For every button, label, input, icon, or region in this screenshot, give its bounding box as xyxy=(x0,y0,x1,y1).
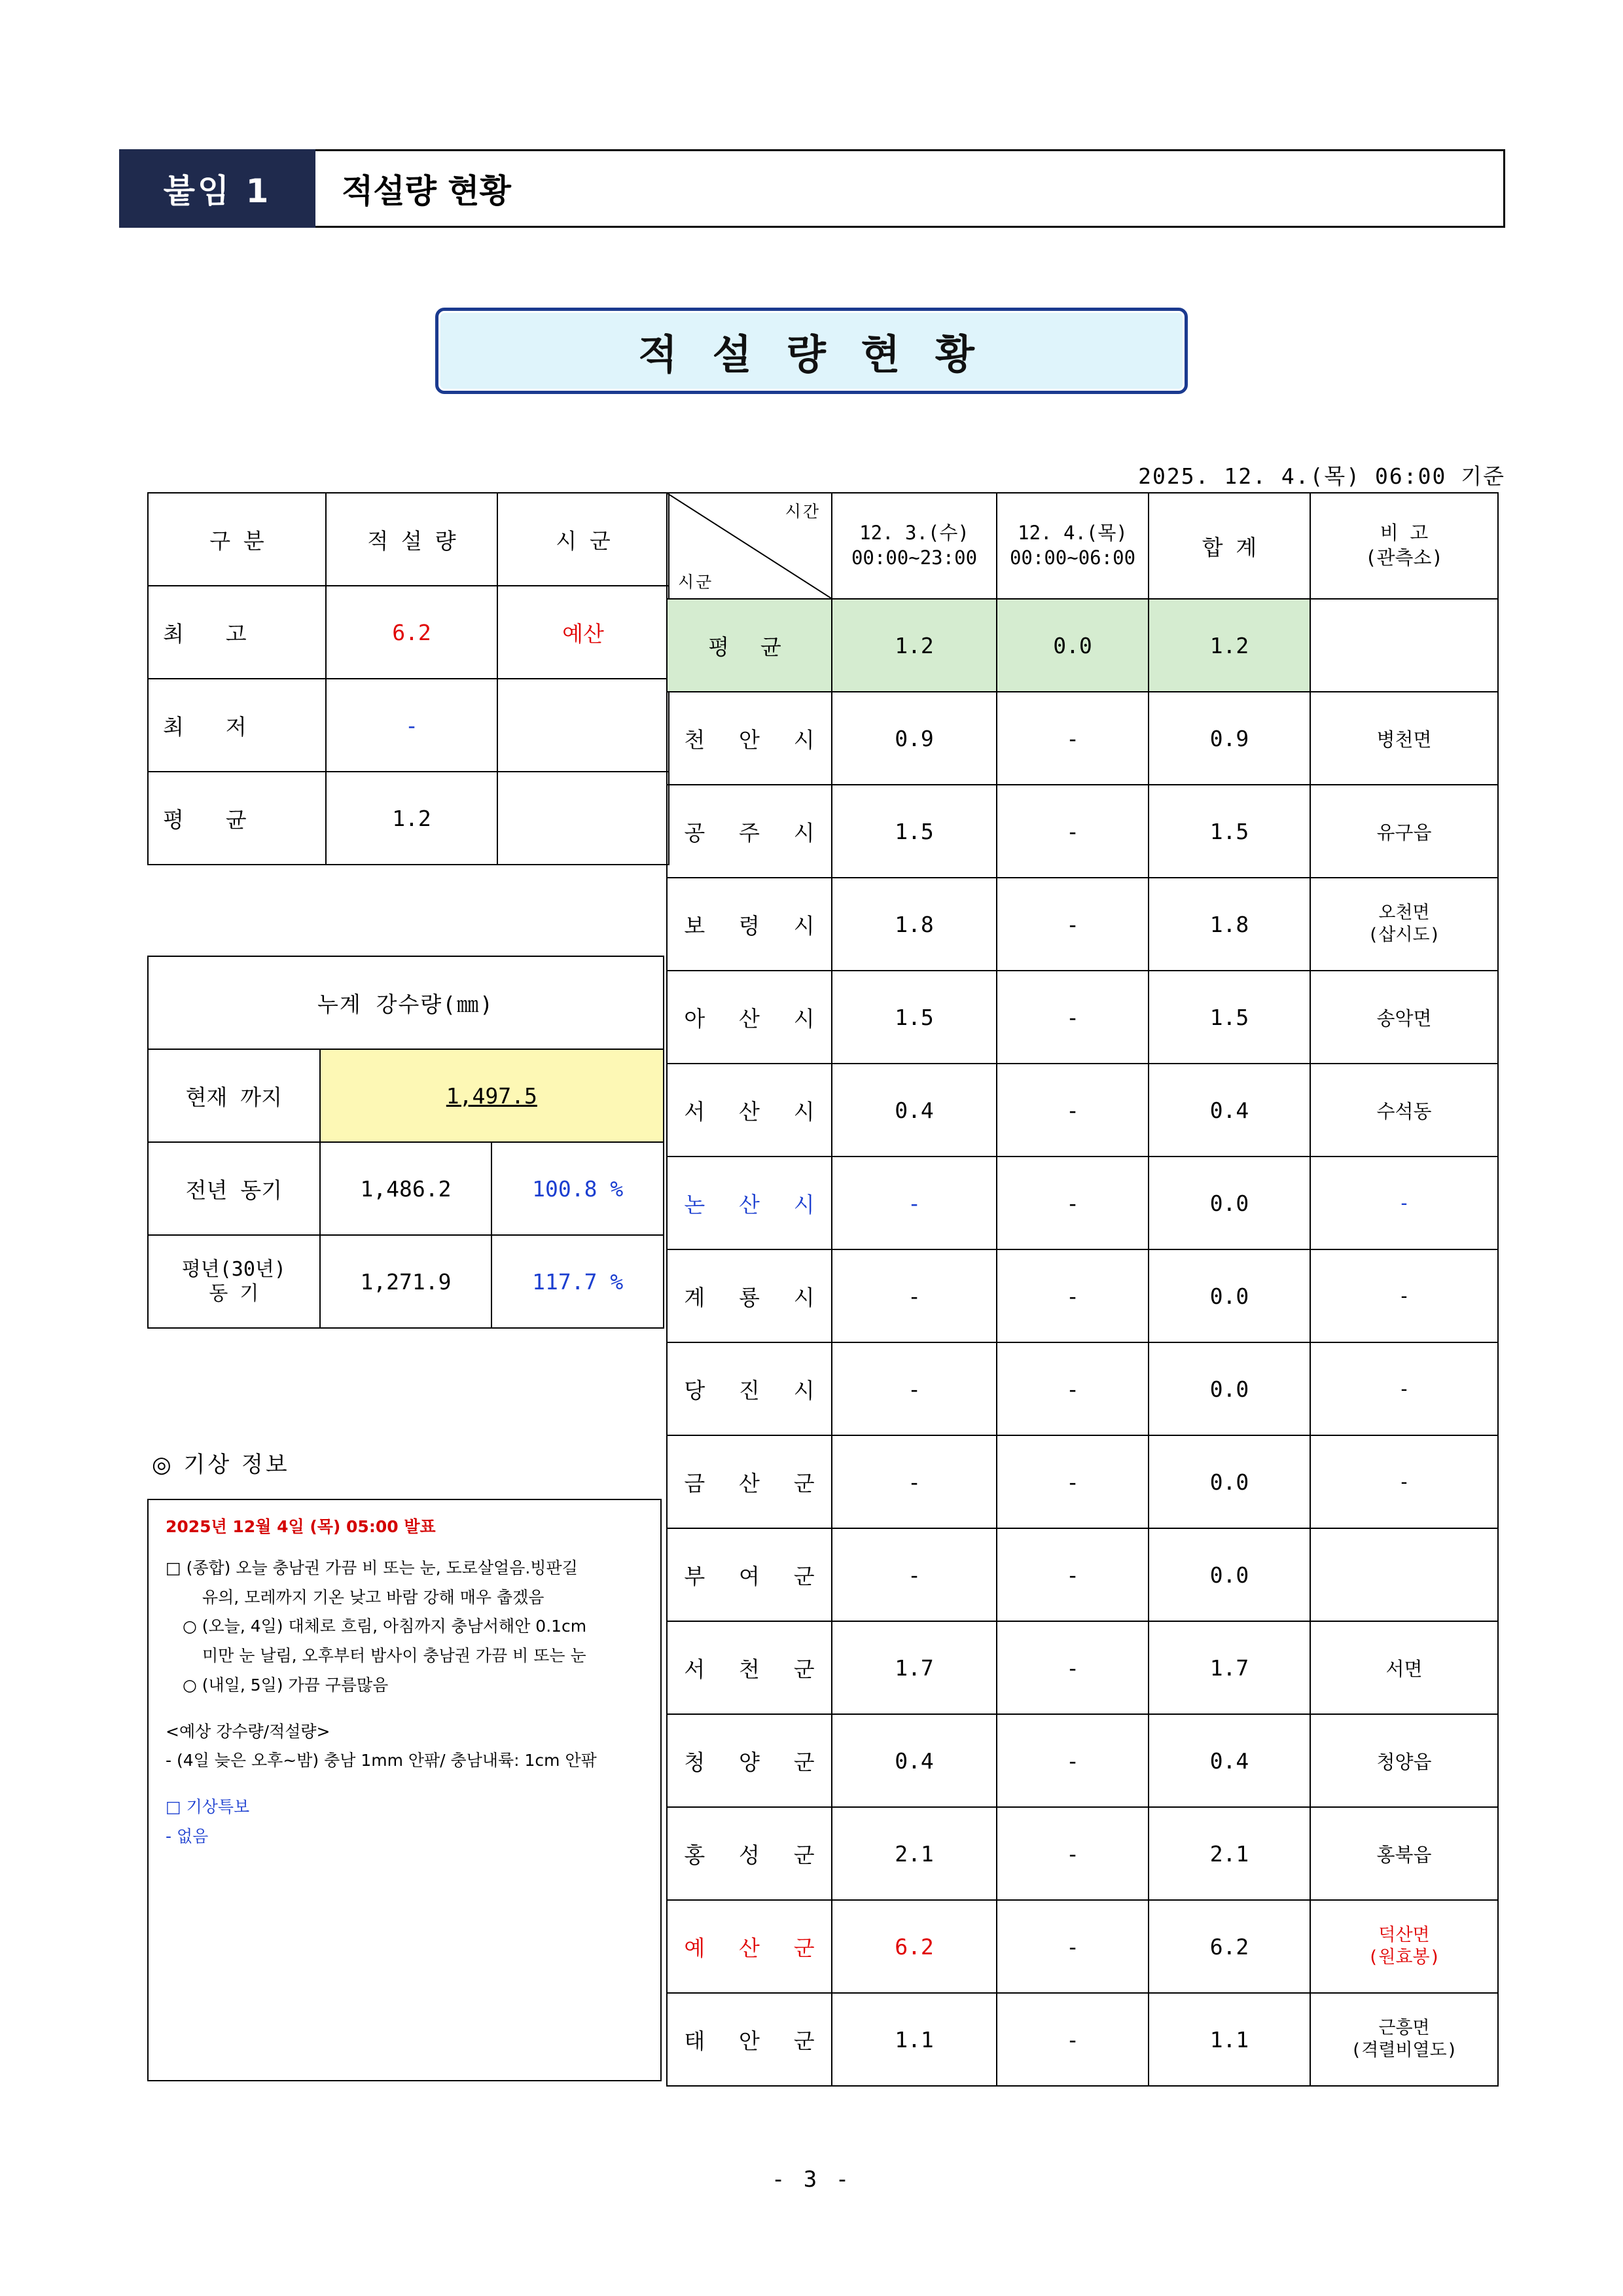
row-name-geumsan: 금 산 군 xyxy=(667,1435,832,1528)
summary-header-division: 구 분 xyxy=(148,493,326,586)
page-number: - 3 - xyxy=(771,2166,852,2193)
summary-label-avg: 평 균 xyxy=(148,772,326,865)
row-dec3-asan: 1.5 xyxy=(832,971,997,1064)
main-title-text: 적 설 량 현 황 xyxy=(638,330,985,378)
table-row xyxy=(667,692,1498,785)
table-row-average xyxy=(667,599,1498,692)
row-dec4-geumsan: - xyxy=(997,1435,1149,1528)
row-total-gyeryong: 0.0 xyxy=(1149,1249,1310,1342)
row-total-yesan: 6.2 xyxy=(1149,1900,1310,1993)
rainfall-value-current: 1,497.5 xyxy=(320,1049,664,1142)
table-row xyxy=(667,1157,1498,1249)
rainfall-label-normal xyxy=(148,1235,320,1328)
summary-label-max: 최 고 xyxy=(148,586,326,679)
row-dec4-boryeong: - xyxy=(997,878,1149,971)
row-note-nonsan: - xyxy=(1310,1157,1498,1249)
corner-header-cell xyxy=(667,493,832,599)
row-total-taean: 1.1 xyxy=(1149,1993,1310,2086)
table-row xyxy=(667,878,1498,971)
row-note-cheonan: 병천면 xyxy=(1310,692,1498,785)
row-name-hongseong: 홍 성 군 xyxy=(667,1807,832,1900)
corner-header-time: 시간 xyxy=(785,502,821,521)
row-dec4-yesan: - xyxy=(997,1900,1149,1993)
row-name-taean: 태 안 군 xyxy=(667,1993,832,2086)
summary-table xyxy=(147,492,669,865)
table-row xyxy=(148,1049,664,1142)
row-dec3-dangjin: - xyxy=(832,1342,997,1435)
row-dec3-seocheon: 1.7 xyxy=(832,1621,997,1714)
row-note-yesan xyxy=(1310,1900,1498,1993)
row-dec3-buyeo: - xyxy=(832,1528,997,1621)
row-note-yesan-line2: (원효봉) xyxy=(1368,1947,1440,1967)
main-title-box xyxy=(435,308,1188,394)
row-total-cheonan: 0.9 xyxy=(1149,692,1310,785)
row-dec3-geumsan: - xyxy=(832,1435,997,1528)
row-dec3-gyeryong: - xyxy=(832,1249,997,1342)
row-total-average: 1.2 xyxy=(1149,599,1310,692)
spacer xyxy=(166,1778,643,1795)
table-row xyxy=(148,679,669,772)
row-dec4-asan: - xyxy=(997,971,1149,1064)
summary-region-max: 예산 xyxy=(497,586,669,679)
summary-value-min: - xyxy=(326,679,497,772)
table-row xyxy=(667,1621,1498,1714)
row-note-cheongyang: 청양읍 xyxy=(1310,1714,1498,1807)
table-row xyxy=(667,1064,1498,1157)
weather-line-4: 미만 눈 날림, 오후부터 밤사이 충남권 가끔 비 또는 눈 xyxy=(202,1646,586,1665)
table-row xyxy=(667,1807,1498,1900)
table-row xyxy=(148,1142,664,1235)
row-dec3-gongju: 1.5 xyxy=(832,785,997,878)
header-note-line2: (관측소) xyxy=(1365,547,1443,569)
rainfall-ratio-normal: 117.7 % xyxy=(491,1235,664,1328)
row-total-seosan: 0.4 xyxy=(1149,1064,1310,1157)
row-name-boryeong: 보 령 시 xyxy=(667,878,832,971)
row-name-dangjin: 당 진 시 xyxy=(667,1342,832,1435)
row-note-seocheon: 서면 xyxy=(1310,1621,1498,1714)
row-dec3-cheongyang: 0.4 xyxy=(832,1714,997,1807)
row-total-geumsan: 0.0 xyxy=(1149,1435,1310,1528)
row-total-hongseong: 2.1 xyxy=(1149,1807,1310,1900)
rainfall-value-lastyear: 1,486.2 xyxy=(320,1142,492,1235)
corner-header-sigun: 시군 xyxy=(678,573,714,592)
row-total-boryeong: 1.8 xyxy=(1149,878,1310,971)
row-note-yesan-line1: 덕산면 xyxy=(1378,1925,1430,1946)
special-report-title: □ 기상특보 xyxy=(166,1797,250,1816)
row-dec3-boryeong: 1.8 xyxy=(832,878,997,971)
row-dec4-gongju: - xyxy=(997,785,1149,878)
attachment-tag: 붙임 1 xyxy=(119,149,315,228)
weather-line-2: 유의, 모레까지 기온 낮고 바람 강해 매우 춥겠음 xyxy=(202,1587,544,1607)
rainfall-label-normal-line1: 평년(30년) xyxy=(181,1257,286,1281)
row-note-taean xyxy=(1310,1993,1498,2086)
header-date-dec3-line2: 00:00~23:00 xyxy=(851,547,978,569)
row-note-taean-line1: 근흥면 xyxy=(1378,2018,1430,2039)
row-total-seocheon: 1.7 xyxy=(1149,1621,1310,1714)
rainfall-value-normal: 1,271.9 xyxy=(320,1235,492,1328)
header-date-dec3-line1: 12. 3.(수) xyxy=(859,522,969,545)
summary-value-avg: 1.2 xyxy=(326,772,497,865)
row-note-boryeong-line2: (삽시도) xyxy=(1368,925,1440,945)
weather-info-title: ◎ 기상 정보 xyxy=(152,1452,290,1478)
weather-issued-time: 2025년 12월 4일 (목) 05:00 발표 xyxy=(166,1517,436,1536)
special-report-value: - 없음 xyxy=(166,1826,209,1846)
row-name-gongju: 공 주 시 xyxy=(667,785,832,878)
header-note xyxy=(1310,493,1498,599)
row-note-hongseong: 홍북읍 xyxy=(1310,1807,1498,1900)
forecast-line: - (4일 늦은 오후~밤) 충남 1mm 안팎/ 충남내륙: 1cm 안팎 xyxy=(166,1751,597,1770)
row-total-dangjin: 0.0 xyxy=(1149,1342,1310,1435)
rainfall-title: 누계 강수량(㎜) xyxy=(148,956,664,1049)
row-dec3-taean: 1.1 xyxy=(832,1993,997,2086)
row-dec4-seosan: - xyxy=(997,1064,1149,1157)
header-date-dec4-line2: 00:00~06:00 xyxy=(1009,547,1136,569)
row-note-asan: 송악면 xyxy=(1310,971,1498,1064)
row-note-geumsan: - xyxy=(1310,1435,1498,1528)
row-note-taean-line2: (격렬비열도) xyxy=(1351,2040,1457,2060)
table-row xyxy=(667,1342,1498,1435)
row-note-seosan: 수석동 xyxy=(1310,1064,1498,1157)
table-row xyxy=(667,971,1498,1064)
row-dec3-cheonan: 0.9 xyxy=(832,692,997,785)
snowfall-table xyxy=(666,492,1499,2087)
rainfall-ratio-lastyear: 100.8 % xyxy=(491,1142,664,1235)
row-note-boryeong xyxy=(1310,878,1498,971)
attachment-header xyxy=(119,149,1505,228)
table-row xyxy=(667,1900,1498,1993)
row-dec4-buyeo: - xyxy=(997,1528,1149,1621)
table-row xyxy=(148,1235,664,1328)
table-row xyxy=(667,785,1498,878)
row-dec4-hongseong: - xyxy=(997,1807,1149,1900)
row-note-average xyxy=(1310,599,1498,692)
spacer xyxy=(166,1702,643,1719)
row-name-asan: 아 산 시 xyxy=(667,971,832,1064)
table-row xyxy=(667,1249,1498,1342)
rainfall-label-lastyear: 전년 동기 xyxy=(148,1142,320,1235)
table-row xyxy=(667,1714,1498,1807)
summary-header-snowfall: 적 설 량 xyxy=(326,493,497,586)
table-header-row xyxy=(667,493,1498,599)
table-row xyxy=(148,586,669,679)
row-dec4-average: 0.0 xyxy=(997,599,1149,692)
weather-info-box xyxy=(147,1499,662,2081)
row-total-cheongyang: 0.4 xyxy=(1149,1714,1310,1807)
row-dec4-dangjin: - xyxy=(997,1342,1149,1435)
header-date-dec4-line1: 12. 4.(목) xyxy=(1018,522,1128,545)
table-row xyxy=(667,1435,1498,1528)
row-dec3-average: 1.2 xyxy=(832,599,997,692)
row-dec3-seosan: 0.4 xyxy=(832,1064,997,1157)
row-name-nonsan: 논 산 시 xyxy=(667,1157,832,1249)
weather-line-1: □ (종합) 오늘 충남권 가끔 비 또는 눈, 도로살얼음.빙판길 xyxy=(166,1558,578,1577)
table-header-row xyxy=(148,956,664,1049)
rainfall-table xyxy=(147,956,664,1329)
row-name-gyeryong: 계 룡 시 xyxy=(667,1249,832,1342)
row-note-buyeo xyxy=(1310,1528,1498,1621)
row-name-yesan: 예 산 군 xyxy=(667,1900,832,1993)
summary-region-avg xyxy=(497,772,669,865)
row-dec4-taean: - xyxy=(997,1993,1149,2086)
basis-timestamp: 2025. 12. 4.(목) 06:00 기준 xyxy=(1138,463,1505,489)
row-total-nonsan: 0.0 xyxy=(1149,1157,1310,1249)
table-header-row xyxy=(148,493,669,586)
row-dec3-hongseong: 2.1 xyxy=(832,1807,997,1900)
row-name-cheongyang: 청 양 군 xyxy=(667,1714,832,1807)
row-dec4-gyeryong: - xyxy=(997,1249,1149,1342)
row-dec4-seocheon: - xyxy=(997,1621,1149,1714)
rainfall-label-current: 현재 까지 xyxy=(148,1049,320,1142)
weather-line-3: ○ (오늘, 4일) 대체로 흐림, 아침까지 충남서해안 0.1cm xyxy=(183,1617,587,1636)
row-note-boryeong-line1: 오천면 xyxy=(1378,903,1430,924)
row-total-asan: 1.5 xyxy=(1149,971,1310,1064)
row-name-seocheon: 서 천 군 xyxy=(667,1621,832,1714)
header-total: 합 계 xyxy=(1149,493,1310,599)
attachment-title: 적설량 현황 xyxy=(315,149,1505,228)
row-dec3-nonsan: - xyxy=(832,1157,997,1249)
row-note-gongju: 유구읍 xyxy=(1310,785,1498,878)
row-dec4-nonsan: - xyxy=(997,1157,1149,1249)
rainfall-label-normal-line2: 동 기 xyxy=(209,1282,259,1305)
forecast-title: <예상 강수량/적설량> xyxy=(166,1721,330,1741)
summary-value-max: 6.2 xyxy=(326,586,497,679)
table-row xyxy=(148,772,669,865)
row-dec4-cheonan: - xyxy=(997,692,1149,785)
header-date-dec3 xyxy=(832,493,997,599)
row-note-gyeryong: - xyxy=(1310,1249,1498,1342)
header-note-line1: 비 고 xyxy=(1380,522,1429,545)
summary-header-region: 시 군 xyxy=(497,493,669,586)
main-title-wrapper xyxy=(0,308,1623,394)
table-row xyxy=(667,1528,1498,1621)
weather-line-5: ○ (내일, 5일) 가끔 구름많음 xyxy=(183,1675,389,1695)
summary-label-min: 최 저 xyxy=(148,679,326,772)
row-name-buyeo: 부 여 군 xyxy=(667,1528,832,1621)
row-name-seosan: 서 산 시 xyxy=(667,1064,832,1157)
row-total-gongju: 1.5 xyxy=(1149,785,1310,878)
row-dec3-yesan: 6.2 xyxy=(832,1900,997,1993)
row-note-dangjin: - xyxy=(1310,1342,1498,1435)
table-row xyxy=(667,1993,1498,2086)
summary-region-min xyxy=(497,679,669,772)
row-name-average: 평 균 xyxy=(667,599,832,692)
row-total-buyeo: 0.0 xyxy=(1149,1528,1310,1621)
header-date-dec4 xyxy=(997,493,1149,599)
row-name-cheonan: 천 안 시 xyxy=(667,692,832,785)
row-dec4-cheongyang: - xyxy=(997,1714,1149,1807)
